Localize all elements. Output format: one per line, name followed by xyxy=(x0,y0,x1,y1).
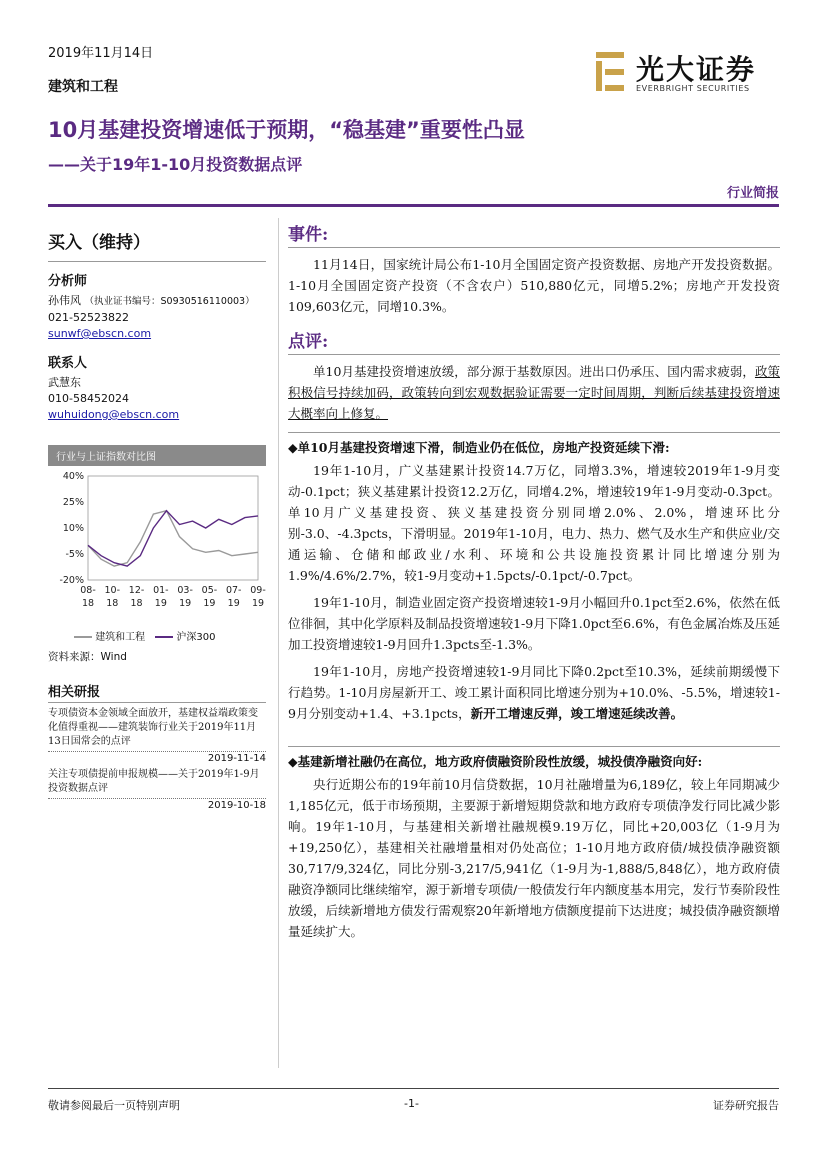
contact-phone: 010-58452024 xyxy=(48,392,129,405)
chart-plot xyxy=(48,468,266,628)
footer-disclaimer: 敬请参阅最后一页特别声明 xyxy=(48,1099,180,1112)
real-estate-emphasis: 新开工增速反弹，竣工增速延续改善。 xyxy=(470,706,684,721)
contact-heading: 联系人 xyxy=(48,356,88,371)
related-item[interactable]: 关注专项债提前申报规模——关于2019年1-9月投资数据点评 xyxy=(48,769,260,794)
comment-paragraph: 单10月基建投资增速放缓，部分源于基数原因。进出口仍承压、国内需求疲弱，政策积极信号持续加码，政策转向到宏观数据验证需要一定时间周期，判断后续基建投资增速大概率向上修复。 xyxy=(288,364,780,421)
x-tick-label: 19 xyxy=(179,598,192,609)
chart-legend xyxy=(48,628,266,643)
left-sidebar xyxy=(48,218,266,815)
paragraph-financing: 央行近期公布的19年前10月信贷数据，10月社融增量为6,189亿，较上年同期减少1,185亿元，低于市场预期，主要源于新增短期贷款和地方政府专项债净发行同比减少影响。19年1-10月，与基建相关新增社融规模9.19万亿，同比+20,003亿（1-9月为+19,250亿），基建相关社融增量相对仍处高位；1-10月地方政府债/城投债净融资额30,717/9,324亿，同比分别-3,217/5,941亿（1-9月为-1,888/5,848亿），地方政府债融资净额同比继续缩窄，源于新增专项债/一般债发行年内额度基本用完，发行节奏阶段性放缓，后续新增地方债发行需观察20年新增地方债额度提前下达进度；城投债净融资额增量延续扩大。 xyxy=(288,777,780,939)
analyst-phone: 021-52523822 xyxy=(48,311,129,324)
x-tick-label: 19 xyxy=(227,598,240,609)
comment-heading: 点评: xyxy=(288,327,780,355)
x-tick-label: 07- xyxy=(225,585,242,596)
paragraph-real-estate: 19年1-10月，房地产投资增速较1-9月同比下降0.2pct至10.3%，延续前期缓慢下行趋势。1-10月房屋新开工、竣工累计面积同比增速分别为+10.0%、-5.5%，增速较1-9月分别变动+1.4、+3.1pcts，新开工增速反弹，竣工增速延续改善。 xyxy=(288,664,780,721)
column-divider xyxy=(278,218,279,1068)
main-content xyxy=(288,220,780,948)
x-tick-label: 10- xyxy=(104,585,121,596)
paragraph-manufacturing: 19年1-10月，制造业固定资产投资增速较1-9月小幅回升0.1pct至2.6%，依然在低位徘徊，其中化学原料及制品投资增速较1-9月下降1.0pct至6.6%，有色金属冶炼及压延加工投资增速较1-9月回升1.3pcts至-1.3%。 xyxy=(288,595,780,652)
analyst-heading: 分析师 xyxy=(48,274,88,289)
x-tick-label: 18 xyxy=(106,598,119,609)
x-tick-label: 08- xyxy=(80,585,96,596)
contact-name: 武慧东 xyxy=(48,376,81,389)
logo-mark-icon xyxy=(592,50,628,94)
legend-item-hs300: 沪深300 xyxy=(155,628,215,643)
event-heading: 事件: xyxy=(288,220,780,248)
header-divider xyxy=(48,204,779,207)
divider xyxy=(48,261,266,262)
y-tick-label: 10% xyxy=(62,523,84,534)
report-title: 10月基建投资增速低于预期，“稳基建”重要性凸显 xyxy=(48,118,525,142)
x-tick-label: 05- xyxy=(201,585,218,596)
series-line-hs300 xyxy=(88,511,258,566)
x-tick-label: 01- xyxy=(153,585,169,596)
chart-title: 行业与上证指数对比图 xyxy=(48,445,266,466)
logo-english-name: EVERBRIGHT SECURITIES xyxy=(636,84,750,93)
bullet-heading-1: ◆单10月基建投资增速下滑，制造业仍在低位，房地产投资延续下滑: xyxy=(288,432,780,458)
brand-logo xyxy=(592,48,792,96)
y-tick-label: -5% xyxy=(65,549,84,560)
related-date: 2019-10-18 xyxy=(48,798,266,811)
related-item[interactable]: 专项债资本金领域全面放开，基建权益端政策变化值得重视——建筑装饰行业关于2019年11月13日国常会的点评 xyxy=(48,708,258,747)
x-tick-label: 19 xyxy=(154,598,167,609)
analyst-name: 孙伟风 xyxy=(48,294,81,307)
footer-report-label: 证券研究报告 xyxy=(713,1099,779,1112)
analyst-email-link[interactable]: sunwf@ebscn.com xyxy=(48,327,152,340)
analyst-cert: （执业证书编号：S0930516110003） xyxy=(84,296,255,307)
legend-item-industry: 建筑和工程 xyxy=(74,628,145,643)
report-type: 行业简报 xyxy=(726,186,779,201)
related-date: 2019-11-14 xyxy=(48,751,266,764)
report-date: 2019年11月14日 xyxy=(48,46,154,61)
y-tick-label: 40% xyxy=(62,471,84,482)
logo-chinese-name: 光大证券 xyxy=(636,53,757,86)
x-tick-label: 18 xyxy=(130,598,143,609)
x-tick-label: 09- xyxy=(250,585,266,596)
y-tick-label: -20% xyxy=(59,575,84,586)
paragraph-infrastructure: 19年1-10月，广义基建累计投资14.7万亿，同增3.3%，增速较2019年1-9月变动-0.1pct；狭义基建累计投资12.2万亿，同增4.2%，增速较19年1-9月变动-0.3pct。单10月广义基建投资、狭义基建投资分别同增2.0%、2.0%，增速环比分别-3.0、-4.3pcts，下滑明显。2019年1-10月，电力、热力、燃气及水生产和供应业/交通运输、仓储和邮政业/水利、环境和公共设施投资累计同比增速分别为1.9%/4.6%/2.7%，较1-9月变动+1.5pcts/-0.1pct/-0.7pct。 xyxy=(288,463,780,583)
footer-divider xyxy=(48,1088,779,1089)
related-heading: 相关研报 xyxy=(48,681,266,703)
chart-source: 资料来源：Wind xyxy=(48,651,127,663)
comment-underlined: 政策积极信号持续加码，政策转向到宏观数据验证需要一定时间周期，判断后续基建投资增速大概率向上修复。 xyxy=(288,364,780,421)
x-tick-label: 12- xyxy=(128,585,145,596)
comparison-chart xyxy=(48,445,266,665)
page-number: -1- xyxy=(404,1097,419,1110)
series-line-industry xyxy=(88,511,258,566)
report-subtitle: ——关于19年1-10月投资数据点评 xyxy=(48,155,303,174)
x-tick-label: 19 xyxy=(251,598,265,609)
chart-frame xyxy=(88,476,258,580)
related-list xyxy=(48,707,266,811)
rating: 买入（维持） xyxy=(48,233,150,253)
contact-email-link[interactable]: wuhuidong@ebscn.com xyxy=(48,408,180,421)
event-paragraph: 11月14日，国家统计局公布1-10月全国固定资产投资数据、房地产开发投资数据。1-10月全国固定资产投资（不含农户）510,880亿元，同增5.2%；房地产开发投资109,603亿元，同增10.3%。 xyxy=(288,257,780,314)
x-tick-label: 19 xyxy=(203,598,216,609)
x-tick-label: 18 xyxy=(81,598,95,609)
x-tick-label: 03- xyxy=(177,585,193,596)
bullet-heading-2: ◆基建新增社融仍在高位，地方政府债融资阶段性放缓，城投债净融资向好: xyxy=(288,746,780,772)
sector-label: 建筑和工程 xyxy=(48,79,118,95)
y-tick-label: 25% xyxy=(62,497,84,508)
